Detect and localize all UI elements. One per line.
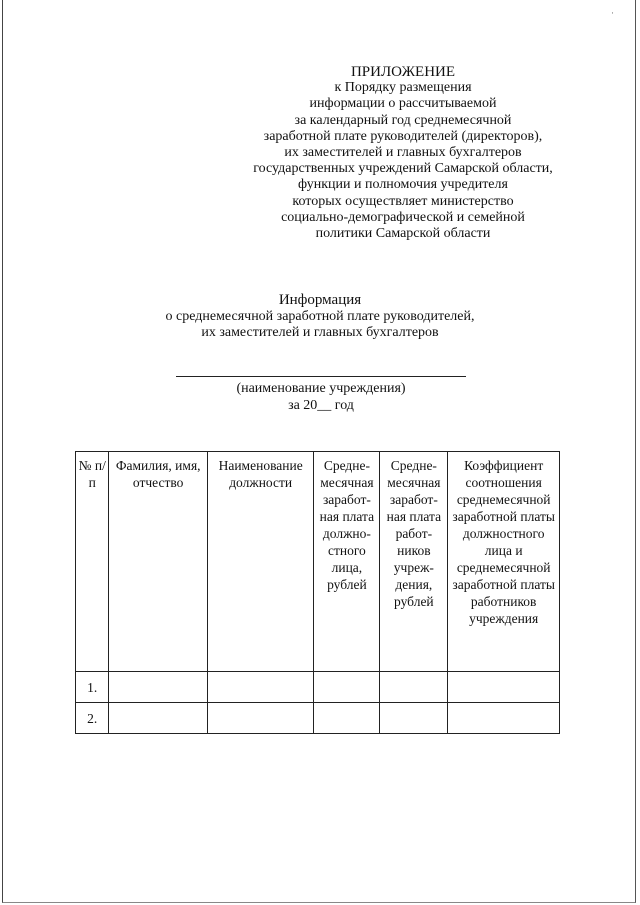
institution-block [176,380,466,414]
header-official-salary: Средне- месячная заработ- ная плата должно- стного лица, рублей [314,452,380,672]
table-cell [109,703,207,734]
table-cell [448,672,560,703]
appendix-heading: ПРИЛОЖЕНИЕ [350,64,456,80]
appendix-line: государственных учреждений Самарской области, [253,161,553,177]
table-cell [380,672,448,703]
appendix-line: за календарный год среднемесячной [294,112,512,128]
table-row [76,703,560,734]
header-full-name: Фамилия, имя, отчество [109,452,207,672]
table-cell [207,703,314,734]
appendix-line: заработной плате руководителей (директоров), [263,128,543,144]
appendix-line: которых осуществляет министерство [292,193,514,209]
info-title: Информация [278,292,362,308]
header-number: № п/п [76,452,109,672]
table-row [76,672,560,703]
appendix-line: социально-демографической и семейной [281,209,525,225]
info-block [100,292,540,342]
table-cell [109,672,207,703]
appendix-line: информации о рассчитываемой [309,96,497,112]
appendix-line: к Порядку размещения [334,80,472,96]
scan-mark: · [611,8,614,18]
header-staff-salary: Средне- месячная заработ- ная плата работ- ников учреж- дения, рублей [380,452,448,672]
report-year: за 20__ год [288,398,354,413]
appendix-block [228,64,578,242]
header-ratio: Коэффициент соотношения среднемесячной заработной платы должностного лица и среднемесячной заработной платы работников учреждения [448,452,560,672]
appendix-line: политики Самарской области [315,226,491,242]
table-cell [380,703,448,734]
table-cell [314,703,380,734]
cell-number: 2. [76,703,109,734]
appendix-line: функции и полномочия учредителя [298,177,508,193]
table-cell [448,703,560,734]
table-header-row [76,452,560,672]
institution-name-line [176,376,466,377]
appendix-line: их заместителей и главных бухгалтеров [284,145,522,161]
info-subtitle-line1: о среднемесячной заработной плате руководителей, [165,308,475,324]
salary-table [75,451,560,734]
table-cell [207,672,314,703]
header-position: Наименование должности [207,452,314,672]
table-cell [314,672,380,703]
cell-number: 1. [76,672,109,703]
institution-label: (наименование учреждения) [236,381,406,396]
info-subtitle-line2: их заместителей и главных бухгалтеров [201,325,439,340]
